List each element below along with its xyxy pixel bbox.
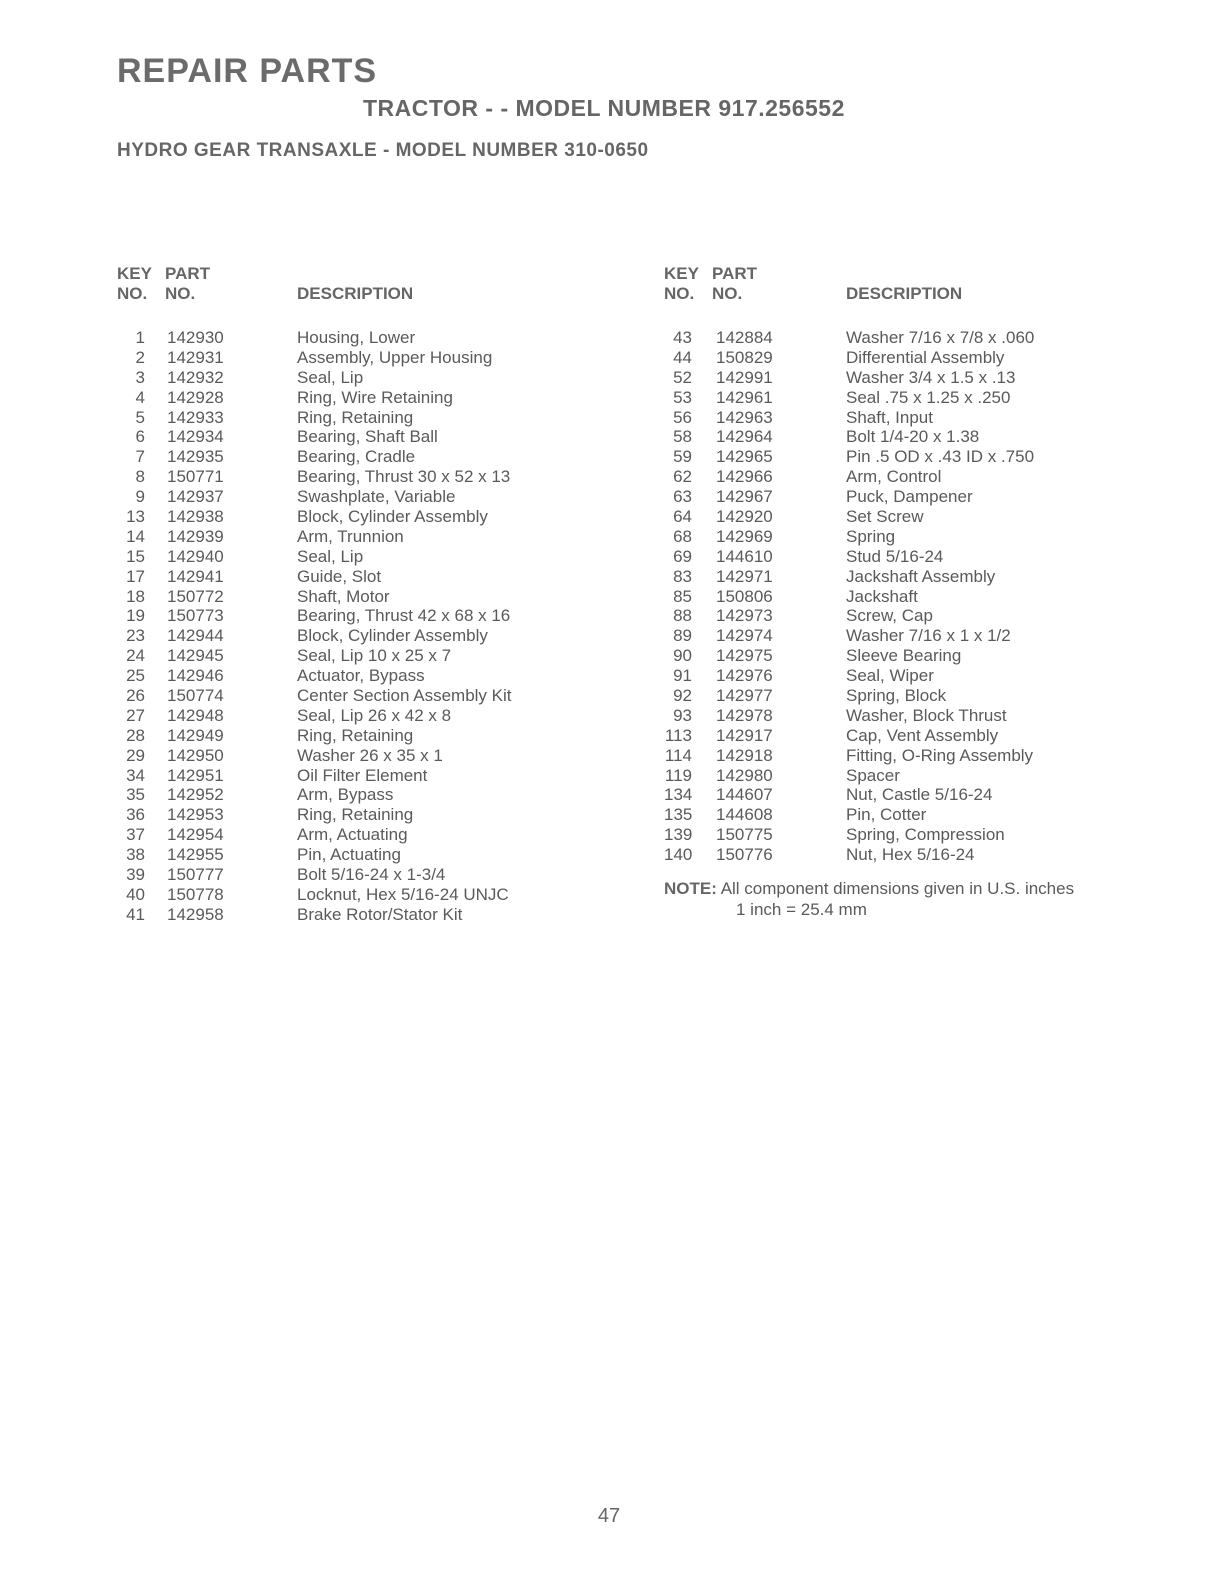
table-row bbox=[664, 328, 1164, 348]
part-number: 142939 bbox=[167, 526, 224, 546]
part-number: 150778 bbox=[167, 884, 224, 904]
part-description: Washer 7/16 x 7/8 x .060 bbox=[846, 328, 1035, 347]
table-row bbox=[664, 805, 1164, 825]
table-row bbox=[664, 547, 1164, 567]
part-description: Cap, Vent Assembly bbox=[846, 725, 999, 745]
part-number: 142935 bbox=[167, 447, 224, 467]
part-description: Washer 26 x 35 x 1 bbox=[297, 745, 443, 765]
key-number: 62 bbox=[673, 467, 692, 487]
page-title: REPAIR PARTS bbox=[117, 52, 378, 90]
table-row bbox=[664, 845, 1164, 865]
key-number: 25 bbox=[126, 666, 145, 686]
part-description: Seal .75 x 1.25 x .250 bbox=[846, 387, 1011, 407]
part-description: Bolt 1/4-20 x 1.38 bbox=[846, 427, 980, 447]
table-row bbox=[664, 646, 1164, 666]
table-row bbox=[664, 487, 1164, 507]
key-number: 93 bbox=[673, 705, 692, 725]
part-number: 142973 bbox=[716, 606, 773, 626]
transaxle-model-heading: HYDRO GEAR TRANSAXLE - MODEL NUMBER 310-0650 bbox=[117, 140, 649, 161]
key-number: 34 bbox=[126, 765, 145, 785]
part-number: 142945 bbox=[167, 646, 224, 666]
part-number: 142949 bbox=[167, 725, 224, 745]
part-description: Washer 3/4 x 1.5 x .13 bbox=[846, 367, 1016, 387]
key-no-header-text: KEY NO. bbox=[664, 264, 699, 303]
part-number: 142953 bbox=[167, 805, 224, 825]
part-description: Pin, Cotter bbox=[846, 805, 927, 825]
part-number: 150773 bbox=[167, 606, 224, 626]
part-number: 142967 bbox=[716, 487, 773, 507]
part-description: Oil Filter Element bbox=[297, 765, 428, 785]
part-description: Arm, Trunnion bbox=[297, 526, 404, 546]
part-description: Housing, Lower bbox=[297, 328, 416, 347]
table-row bbox=[117, 885, 577, 905]
part-description: Actuator, Bypass bbox=[297, 666, 425, 686]
part-description: Swashplate, Variable bbox=[297, 487, 456, 507]
key-number: 37 bbox=[126, 825, 145, 845]
key-number: 1 bbox=[135, 328, 145, 347]
key-number: 90 bbox=[673, 646, 692, 666]
part-description: Screw, Cap bbox=[846, 606, 933, 626]
table-row bbox=[664, 527, 1164, 547]
table-header bbox=[664, 262, 1164, 328]
table-row bbox=[117, 507, 577, 527]
table-row bbox=[664, 706, 1164, 726]
part-description: Guide, Slot bbox=[297, 566, 382, 586]
part-description: Arm, Control bbox=[846, 467, 942, 487]
part-description: Seal, Lip 10 x 25 x 7 bbox=[297, 646, 452, 666]
table-row bbox=[664, 785, 1164, 805]
part-description: Assembly, Upper Housing bbox=[297, 347, 493, 367]
part-number: 142978 bbox=[716, 705, 773, 725]
part-description: Seal, Wiper bbox=[846, 666, 934, 686]
key-number: 36 bbox=[126, 805, 145, 825]
key-number: 69 bbox=[673, 546, 692, 566]
key-number: 139 bbox=[664, 825, 693, 845]
part-number: 142946 bbox=[167, 666, 224, 686]
part-number: 142961 bbox=[716, 387, 773, 407]
part-description: Arm, Actuating bbox=[297, 825, 408, 845]
table-row bbox=[117, 626, 577, 646]
part-number: 142940 bbox=[167, 546, 224, 566]
table-row bbox=[664, 825, 1164, 845]
key-number: 53 bbox=[673, 387, 692, 407]
part-description: Block, Cylinder Assembly bbox=[297, 626, 488, 646]
part-description: Spring bbox=[846, 526, 896, 546]
part-description: Sleeve Bearing bbox=[846, 646, 962, 666]
key-number: 23 bbox=[126, 626, 145, 646]
table-row bbox=[664, 626, 1164, 646]
key-number: 7 bbox=[135, 447, 145, 467]
table-row bbox=[664, 408, 1164, 428]
part-number: 142976 bbox=[716, 666, 773, 686]
part-number: 142954 bbox=[167, 825, 224, 845]
part-number: 142918 bbox=[716, 745, 773, 765]
table-row bbox=[664, 686, 1164, 706]
table-row bbox=[117, 368, 577, 388]
table-row bbox=[664, 766, 1164, 786]
part-description: Arm, Bypass bbox=[297, 785, 394, 805]
part-number: 142980 bbox=[716, 765, 773, 785]
table-row bbox=[117, 865, 577, 885]
table-row bbox=[117, 805, 577, 825]
key-number: 15 bbox=[126, 546, 145, 566]
table-row bbox=[664, 388, 1164, 408]
key-number: 92 bbox=[673, 686, 692, 706]
part-number: 150774 bbox=[167, 686, 224, 706]
key-no-header-text: KEY NO. bbox=[117, 264, 152, 303]
part-no-header-text: PART NO. bbox=[165, 264, 211, 303]
key-no-header bbox=[664, 264, 699, 304]
part-number: 142965 bbox=[716, 447, 773, 467]
part-number: 142971 bbox=[716, 566, 773, 586]
part-description: Washer 7/16 x 1 x 1/2 bbox=[846, 626, 1011, 646]
key-number: 83 bbox=[673, 566, 692, 586]
table-row bbox=[664, 368, 1164, 388]
part-description: Stud 5/16-24 bbox=[846, 546, 944, 566]
part-no-header bbox=[165, 264, 210, 304]
key-number: 4 bbox=[135, 387, 145, 407]
part-description: Spring, Block bbox=[846, 686, 947, 706]
key-number: 134 bbox=[664, 785, 693, 805]
note-line-1 bbox=[664, 878, 1074, 899]
part-number: 142933 bbox=[167, 407, 224, 427]
table-row bbox=[117, 646, 577, 666]
part-number: 150772 bbox=[167, 586, 224, 606]
table-row bbox=[664, 427, 1164, 447]
description-header: DESCRIPTION bbox=[846, 284, 963, 303]
key-number: 19 bbox=[126, 606, 145, 626]
key-no-header bbox=[117, 264, 152, 304]
key-number: 89 bbox=[673, 626, 692, 646]
key-number: 13 bbox=[126, 507, 145, 527]
part-description: Ring, Retaining bbox=[297, 407, 414, 427]
table-row bbox=[664, 447, 1164, 467]
part-description: Seal, Lip 26 x 42 x 8 bbox=[297, 705, 452, 725]
part-no-header bbox=[712, 264, 757, 304]
part-description: Fitting, O-Ring Assembly bbox=[846, 745, 1034, 765]
table-row bbox=[117, 825, 577, 845]
key-number: 18 bbox=[126, 586, 145, 606]
key-number: 64 bbox=[673, 507, 692, 527]
part-number: 150776 bbox=[716, 845, 773, 865]
part-number: 142884 bbox=[716, 328, 773, 347]
key-number: 26 bbox=[126, 686, 145, 706]
part-number: 142966 bbox=[716, 467, 773, 487]
table-row bbox=[117, 845, 577, 865]
key-number: 9 bbox=[135, 487, 145, 507]
table-row bbox=[117, 587, 577, 607]
key-number: 63 bbox=[673, 487, 692, 507]
key-number: 17 bbox=[126, 566, 145, 586]
key-number: 6 bbox=[135, 427, 145, 447]
part-description: Brake Rotor/Stator Kit bbox=[297, 904, 463, 924]
part-number: 142941 bbox=[167, 566, 224, 586]
part-description: Puck, Dampener bbox=[846, 487, 973, 507]
part-number: 142963 bbox=[716, 407, 773, 427]
table-header bbox=[117, 262, 577, 328]
part-number: 144610 bbox=[716, 546, 773, 566]
table-row bbox=[664, 666, 1164, 686]
part-number: 142991 bbox=[716, 367, 773, 387]
part-description: Nut, Castle 5/16-24 bbox=[846, 785, 993, 805]
part-number: 142974 bbox=[716, 626, 773, 646]
part-description: Jackshaft Assembly bbox=[846, 566, 996, 586]
dimensions-note bbox=[664, 878, 1074, 920]
part-number: 142958 bbox=[167, 904, 224, 924]
part-number: 144607 bbox=[716, 785, 773, 805]
table-row bbox=[117, 686, 577, 706]
parts-list-left bbox=[117, 328, 577, 925]
table-row bbox=[117, 785, 577, 805]
parts-list-right bbox=[664, 328, 1164, 865]
part-number: 142977 bbox=[716, 686, 773, 706]
table-row bbox=[117, 427, 577, 447]
part-description: Shaft, Motor bbox=[297, 586, 390, 606]
key-number: 85 bbox=[673, 586, 692, 606]
part-number: 142969 bbox=[716, 526, 773, 546]
table-row bbox=[117, 726, 577, 746]
part-description: Ring, Retaining bbox=[297, 725, 414, 745]
key-number: 35 bbox=[126, 785, 145, 805]
table-row bbox=[117, 547, 577, 567]
table-row bbox=[117, 905, 577, 925]
tractor-model-heading: TRACTOR - - MODEL NUMBER 917.256552 bbox=[363, 95, 845, 121]
part-description: Bearing, Cradle bbox=[297, 447, 416, 467]
key-number: 88 bbox=[673, 606, 692, 626]
part-description: Pin, Actuating bbox=[297, 845, 401, 865]
table-row bbox=[117, 746, 577, 766]
key-number: 41 bbox=[126, 904, 145, 924]
note-text: All component dimensions given in U.S. inches bbox=[720, 879, 1075, 898]
part-description: Ring, Wire Retaining bbox=[297, 387, 453, 407]
table-row bbox=[117, 447, 577, 467]
key-number: 3 bbox=[135, 367, 145, 387]
part-number: 142930 bbox=[167, 328, 224, 347]
key-number: 140 bbox=[664, 845, 693, 865]
part-number: 142931 bbox=[167, 347, 224, 367]
part-description: Pin .5 OD x .43 ID x .750 bbox=[846, 447, 1035, 467]
part-description: Differential Assembly bbox=[846, 347, 1005, 367]
part-description: Locknut, Hex 5/16-24 UNJC bbox=[297, 884, 509, 904]
part-number: 142951 bbox=[167, 765, 224, 785]
key-number: 59 bbox=[673, 447, 692, 467]
part-description: Washer, Block Thrust bbox=[846, 705, 1007, 725]
key-number: 27 bbox=[126, 705, 145, 725]
part-description: Spacer bbox=[846, 765, 900, 785]
table-row bbox=[117, 766, 577, 786]
part-description: Center Section Assembly Kit bbox=[297, 686, 512, 706]
part-number: 142920 bbox=[716, 507, 773, 527]
part-number: 142938 bbox=[167, 507, 224, 527]
part-number: 142934 bbox=[167, 427, 224, 447]
key-number: 113 bbox=[664, 725, 692, 745]
parts-table-left bbox=[117, 262, 577, 925]
key-number: 91 bbox=[673, 666, 692, 686]
key-number: 39 bbox=[126, 865, 145, 885]
key-number: 38 bbox=[126, 845, 145, 865]
note-line-2: 1 inch = 25.4 mm bbox=[736, 900, 867, 919]
part-number: 142928 bbox=[167, 387, 224, 407]
part-description: Shaft, Input bbox=[846, 407, 933, 427]
key-number: 24 bbox=[126, 646, 145, 666]
table-row bbox=[664, 507, 1164, 527]
part-number: 144608 bbox=[716, 805, 773, 825]
table-row bbox=[664, 726, 1164, 746]
part-number: 142952 bbox=[167, 785, 224, 805]
table-row bbox=[117, 527, 577, 547]
key-number: 68 bbox=[673, 526, 692, 546]
table-row bbox=[664, 587, 1164, 607]
table-row bbox=[117, 328, 577, 348]
key-number: 135 bbox=[664, 805, 693, 825]
part-description: Bearing, Thrust 42 x 68 x 16 bbox=[297, 606, 511, 626]
table-row bbox=[117, 408, 577, 428]
part-number: 150777 bbox=[167, 865, 224, 885]
note-label: NOTE: bbox=[664, 879, 717, 898]
part-description: Bolt 5/16-24 x 1-3/4 bbox=[297, 865, 446, 885]
key-number: 114 bbox=[664, 745, 692, 765]
part-number: 142955 bbox=[167, 845, 224, 865]
table-row bbox=[117, 606, 577, 626]
key-number: 52 bbox=[673, 367, 692, 387]
table-row bbox=[117, 666, 577, 686]
description-header: DESCRIPTION bbox=[297, 284, 414, 303]
part-number: 142917 bbox=[716, 725, 773, 745]
page-number: 47 bbox=[597, 1505, 621, 1527]
table-row bbox=[664, 606, 1164, 626]
part-description: Seal, Lip bbox=[297, 367, 364, 387]
table-row bbox=[664, 746, 1164, 766]
table-row bbox=[117, 388, 577, 408]
table-row bbox=[117, 467, 577, 487]
parts-table-right bbox=[664, 262, 1164, 865]
part-no-header-text: PART NO. bbox=[712, 264, 758, 303]
table-row bbox=[117, 567, 577, 587]
key-number: 58 bbox=[673, 427, 692, 447]
part-number: 142932 bbox=[167, 367, 224, 387]
key-number: 43 bbox=[673, 328, 692, 347]
part-description: Spring, Compression bbox=[846, 825, 1005, 845]
part-description: Jackshaft bbox=[846, 586, 918, 606]
part-number: 142944 bbox=[167, 626, 224, 646]
key-number: 5 bbox=[135, 407, 145, 427]
part-number: 142948 bbox=[167, 705, 224, 725]
table-row bbox=[664, 567, 1164, 587]
part-number: 150829 bbox=[716, 347, 773, 367]
part-description: Seal, Lip bbox=[297, 546, 364, 566]
table-row bbox=[664, 467, 1164, 487]
key-number: 56 bbox=[673, 407, 692, 427]
part-number: 142950 bbox=[167, 745, 224, 765]
part-description: Bearing, Thrust 30 x 52 x 13 bbox=[297, 467, 511, 487]
key-number: 40 bbox=[126, 884, 145, 904]
part-number: 150806 bbox=[716, 586, 773, 606]
table-row bbox=[117, 706, 577, 726]
key-number: 8 bbox=[135, 467, 145, 487]
part-description: Block, Cylinder Assembly bbox=[297, 507, 488, 527]
part-number: 142975 bbox=[716, 646, 773, 666]
part-number: 150771 bbox=[167, 467, 224, 487]
part-description: Nut, Hex 5/16-24 bbox=[846, 845, 975, 865]
part-number: 142964 bbox=[716, 427, 773, 447]
key-number: 2 bbox=[135, 347, 145, 367]
part-description: Set Screw bbox=[846, 507, 924, 527]
part-number: 150775 bbox=[716, 825, 773, 845]
key-number: 44 bbox=[673, 347, 692, 367]
table-row bbox=[664, 348, 1164, 368]
key-number: 14 bbox=[126, 526, 145, 546]
part-number: 142937 bbox=[167, 487, 224, 507]
key-number: 29 bbox=[126, 745, 145, 765]
part-description: Bearing, Shaft Ball bbox=[297, 427, 438, 447]
key-number: 119 bbox=[664, 765, 692, 785]
table-row bbox=[117, 487, 577, 507]
table-row bbox=[117, 348, 577, 368]
key-number: 28 bbox=[126, 725, 145, 745]
part-description: Ring, Retaining bbox=[297, 805, 414, 825]
